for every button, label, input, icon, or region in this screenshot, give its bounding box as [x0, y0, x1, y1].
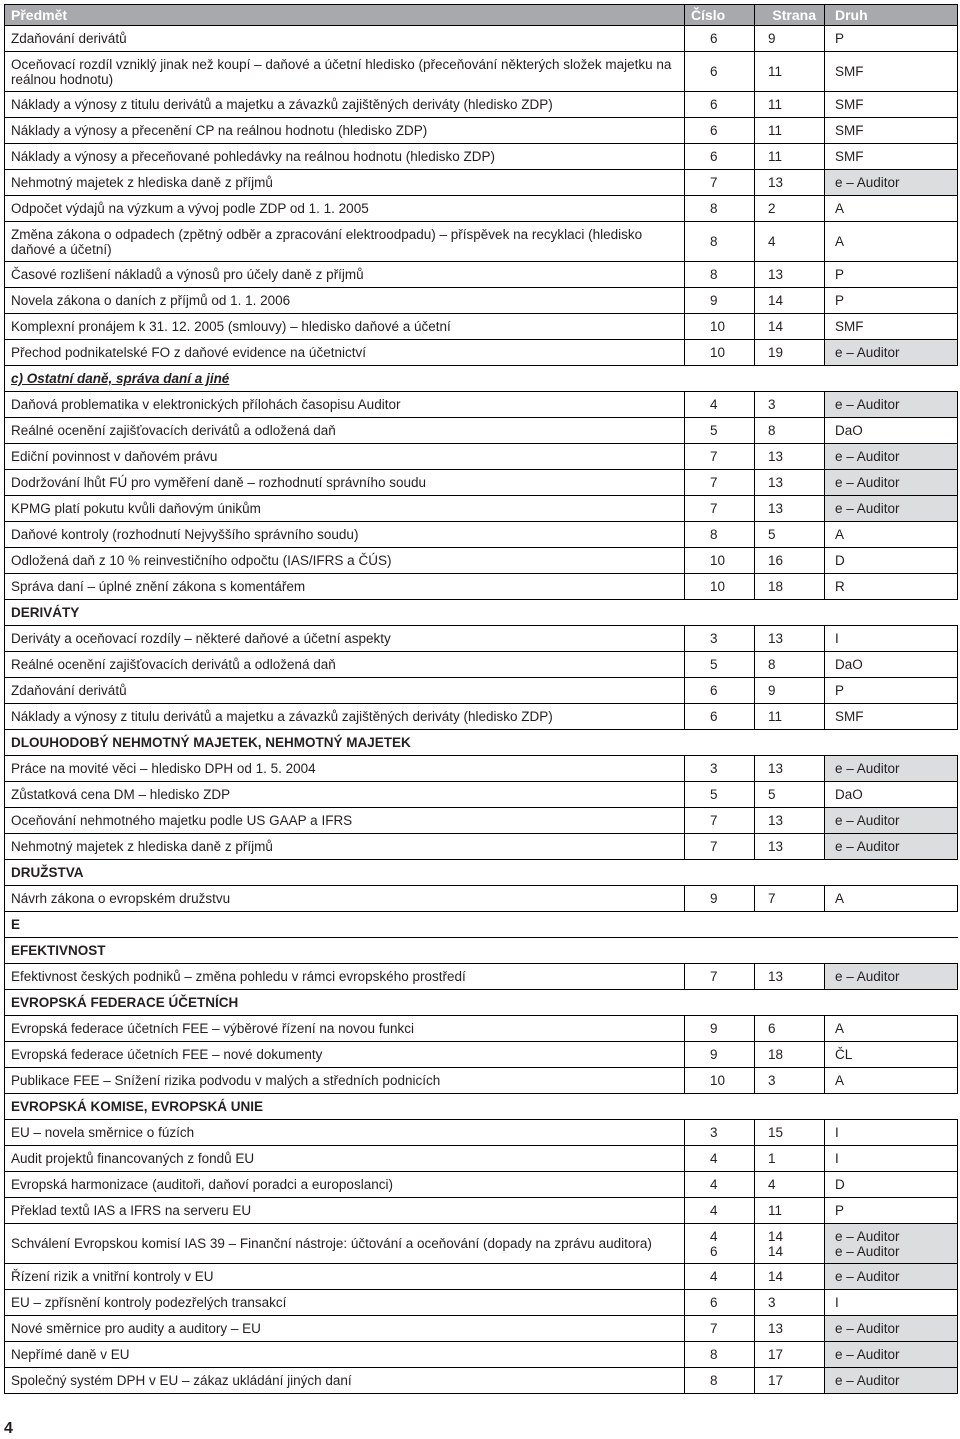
- number-cell: 4: [685, 1264, 755, 1290]
- number-cell: 6: [685, 26, 755, 52]
- section-heading-row: [5, 730, 958, 756]
- type-cell: e – Auditor: [825, 1316, 958, 1342]
- type-cell: e – Auditor: [825, 834, 958, 860]
- type-cell: P: [825, 262, 958, 288]
- subject-cell: Komplexní pronájem k 31. 12. 2005 (smlouvy) – hledisko daňové a účetní: [5, 314, 685, 340]
- type-cell: A: [825, 222, 958, 262]
- type-cell-line: e – Auditor: [835, 1228, 900, 1244]
- number-cell: [685, 1224, 755, 1264]
- number-cell: 8: [685, 262, 755, 288]
- subject-cell: Evropská federace účetních FEE – výběrové řízení na novou funkci: [5, 1016, 685, 1042]
- type-cell: e – Auditor: [825, 1368, 958, 1394]
- subject-cell: Náklady a výnosy z titulu derivátů a majetku a závazků zajištěných deriváty (hledisko ZDP): [5, 92, 685, 118]
- subject-cell: Deriváty a oceňovací rozdíly – některé daňové a účetní aspekty: [5, 626, 685, 652]
- header-number: Číslo: [685, 5, 755, 26]
- number-cell: 4: [685, 392, 755, 418]
- empty-cell: [825, 600, 958, 626]
- page-cell: 14: [755, 1264, 825, 1290]
- subject-cell: Časové rozlišení nákladů a výnosů pro účely daně z příjmů: [5, 262, 685, 288]
- page-number: 4: [4, 1420, 13, 1437]
- page-cell: 3: [755, 1068, 825, 1094]
- number-cell: 5: [685, 418, 755, 444]
- type-cell: e – Auditor: [825, 808, 958, 834]
- table-row: [5, 1198, 958, 1224]
- number-cell: 7: [685, 964, 755, 990]
- section-heading: E: [5, 912, 685, 938]
- table-row: [5, 1264, 958, 1290]
- subject-cell: Odpočet výdajů na výzkum a vývoj podle ZDP od 1. 1. 2005: [5, 196, 685, 222]
- number-cell: 9: [685, 288, 755, 314]
- table-row: [5, 26, 958, 52]
- table-row: [5, 118, 958, 144]
- number-cell: 7: [685, 1316, 755, 1342]
- empty-cell: [825, 938, 958, 964]
- number-cell: 7: [685, 496, 755, 522]
- table-row: [5, 392, 958, 418]
- subject-cell: Zdaňování derivátů: [5, 678, 685, 704]
- type-cell: e – Auditor: [825, 756, 958, 782]
- section-heading: DERIVÁTY: [5, 600, 685, 626]
- type-cell: e – Auditor: [825, 1342, 958, 1368]
- page-cell: 9: [755, 678, 825, 704]
- type-cell: e – Auditor: [825, 470, 958, 496]
- page-cell: 18: [755, 1042, 825, 1068]
- page-cell: [755, 1224, 825, 1264]
- table-row: [5, 678, 958, 704]
- table-row: [5, 314, 958, 340]
- empty-cell: [685, 912, 755, 938]
- table-row: [5, 886, 958, 912]
- type-cell: I: [825, 1290, 958, 1316]
- table-row: [5, 262, 958, 288]
- number-cell: 5: [685, 782, 755, 808]
- table-row: [5, 52, 958, 92]
- subject-cell: Překlad textů IAS a IFRS na serveru EU: [5, 1198, 685, 1224]
- empty-cell: [685, 366, 755, 392]
- subject-cell: Odložená daň z 10 % reinvestičního odpočtu (IAS/IFRS a ČÚS): [5, 548, 685, 574]
- number-cell: 3: [685, 756, 755, 782]
- subject-cell: KPMG platí pokutu kvůli daňovým únikům: [5, 496, 685, 522]
- table-row: [5, 288, 958, 314]
- page-cell: 11: [755, 118, 825, 144]
- page-cell-line: 14: [768, 1228, 784, 1244]
- section-heading: EVROPSKÁ KOMISE, EVROPSKÁ UNIE: [5, 1094, 685, 1120]
- type-cell: e – Auditor: [825, 964, 958, 990]
- table-row: [5, 522, 958, 548]
- type-cell: e – Auditor: [825, 340, 958, 366]
- empty-cell: [755, 600, 825, 626]
- table-row: [5, 470, 958, 496]
- type-cell: e – Auditor: [825, 444, 958, 470]
- subject-cell: Náklady a výnosy a přeceňované pohledávky na reálnou hodnotu (hledisko ZDP): [5, 144, 685, 170]
- subject-cell: Nehmotný majetek z hlediska daně z příjmů: [5, 834, 685, 860]
- table-row: [5, 496, 958, 522]
- number-cell: 5: [685, 652, 755, 678]
- table-row: [5, 808, 958, 834]
- type-cell: R: [825, 574, 958, 600]
- number-cell: 8: [685, 1368, 755, 1394]
- subject-cell: Evropská federace účetních FEE – nové dokumenty: [5, 1042, 685, 1068]
- empty-cell: [825, 730, 958, 756]
- page-cell: 5: [755, 522, 825, 548]
- subject-cell: Řízení rizik a vnitřní kontroly v EU: [5, 1264, 685, 1290]
- page-cell: 11: [755, 52, 825, 92]
- table-row: [5, 834, 958, 860]
- empty-cell: [685, 938, 755, 964]
- empty-cell: [685, 1094, 755, 1120]
- number-cell: 3: [685, 626, 755, 652]
- number-cell: 6: [685, 144, 755, 170]
- table-row: [5, 1146, 958, 1172]
- subject-cell: Daňová problematika v elektronických přílohách časopisu Auditor: [5, 392, 685, 418]
- number-cell: 9: [685, 1042, 755, 1068]
- subject-cell: Nehmotný majetek z hlediska daně z příjmů: [5, 170, 685, 196]
- table-row: [5, 652, 958, 678]
- number-cell: 6: [685, 1290, 755, 1316]
- empty-cell: [685, 600, 755, 626]
- section-heading: EFEKTIVNOST: [5, 938, 685, 964]
- subject-cell: Audit projektů financovaných z fondů EU: [5, 1146, 685, 1172]
- table-row: [5, 756, 958, 782]
- subject-cell: Oceňovací rozdíl vzniklý jinak než koupí – daňové a účetní hledisko (přeceňování některých složek majetku na reálnou hodnotu): [5, 52, 685, 92]
- page-cell: 11: [755, 1198, 825, 1224]
- page-cell: 13: [755, 470, 825, 496]
- header-page: Strana: [755, 5, 825, 26]
- page-cell: 13: [755, 496, 825, 522]
- page-cell: 13: [755, 262, 825, 288]
- table-row: [5, 1290, 958, 1316]
- table-row: [5, 340, 958, 366]
- type-cell: e – Auditor: [825, 392, 958, 418]
- type-cell: P: [825, 1198, 958, 1224]
- number-cell: 10: [685, 340, 755, 366]
- empty-cell: [825, 860, 958, 886]
- subject-cell: Zdaňování derivátů: [5, 26, 685, 52]
- type-cell: I: [825, 626, 958, 652]
- empty-cell: [825, 1094, 958, 1120]
- empty-cell: [825, 912, 958, 938]
- empty-cell: [755, 730, 825, 756]
- subject-cell: Dodržování lhůt FÚ pro vyměření daně – rozhodnutí správního soudu: [5, 470, 685, 496]
- type-cell: SMF: [825, 144, 958, 170]
- number-cell: 7: [685, 170, 755, 196]
- type-cell-line: e – Auditor: [835, 1243, 900, 1259]
- page-cell: 13: [755, 444, 825, 470]
- page-cell: 18: [755, 574, 825, 600]
- number-cell: 10: [685, 548, 755, 574]
- type-cell: [825, 1224, 958, 1264]
- section-heading: DLOUHODOBÝ NEHMOTNÝ MAJETEK, NEHMOTNÝ MAJETEK: [5, 730, 685, 756]
- page-cell: 13: [755, 808, 825, 834]
- subject-cell: Reálné ocenění zajišťovacích derivátů a odložená daň: [5, 652, 685, 678]
- header-type: Druh: [825, 5, 958, 26]
- table-row: [5, 704, 958, 730]
- page-cell: 3: [755, 1290, 825, 1316]
- empty-cell: [825, 990, 958, 1016]
- subject-cell: EU – zpřísnění kontroly podezřelých transakcí: [5, 1290, 685, 1316]
- index-table: [4, 4, 958, 1394]
- number-cell: 9: [685, 1016, 755, 1042]
- type-cell: A: [825, 1068, 958, 1094]
- empty-cell: [755, 860, 825, 886]
- page-cell: 9: [755, 26, 825, 52]
- type-cell: SMF: [825, 92, 958, 118]
- number-cell-line: 6: [710, 1243, 718, 1259]
- page-cell: 13: [755, 1316, 825, 1342]
- type-cell: SMF: [825, 118, 958, 144]
- type-cell: DaO: [825, 782, 958, 808]
- page-cell: 2: [755, 196, 825, 222]
- type-cell: e – Auditor: [825, 496, 958, 522]
- table-row: [5, 626, 958, 652]
- number-cell: 8: [685, 522, 755, 548]
- header-subject: Předmět: [5, 5, 685, 26]
- section-heading-row: [5, 600, 958, 626]
- empty-cell: [755, 912, 825, 938]
- table-row: [5, 1172, 958, 1198]
- empty-cell: [755, 938, 825, 964]
- page-cell: 11: [755, 92, 825, 118]
- subject-cell: Efektivnost českých podniků – změna pohledu v rámci evropského prostředí: [5, 964, 685, 990]
- section-heading-row: [5, 1094, 958, 1120]
- number-cell: 4: [685, 1146, 755, 1172]
- type-cell: SMF: [825, 52, 958, 92]
- table-row: [5, 574, 958, 600]
- page-cell: 11: [755, 704, 825, 730]
- section-heading: c) Ostatní daně, správa daní a jiné: [5, 366, 685, 392]
- table-row: [5, 1316, 958, 1342]
- page-cell: 6: [755, 1016, 825, 1042]
- table-row: [5, 418, 958, 444]
- table-row: [5, 1068, 958, 1094]
- table-row: [5, 1016, 958, 1042]
- page-cell: 1: [755, 1146, 825, 1172]
- type-cell: D: [825, 548, 958, 574]
- type-cell: P: [825, 678, 958, 704]
- number-cell: 7: [685, 444, 755, 470]
- type-cell: I: [825, 1120, 958, 1146]
- empty-cell: [755, 366, 825, 392]
- page-cell: 16: [755, 548, 825, 574]
- number-cell: 10: [685, 574, 755, 600]
- subject-cell: Schválení Evropskou komisí IAS 39 – Finanční nástroje: účtování a oceňování (dopady na zprávu auditora): [5, 1224, 685, 1264]
- table-row: [5, 196, 958, 222]
- number-cell: 9: [685, 886, 755, 912]
- subject-cell: Změna zákona o odpadech (zpětný odběr a zpracování elektroodpadu) – příspěvek na recyklaci (hledisko daňové a účetní): [5, 222, 685, 262]
- subject-cell: Náklady a výnosy z titulu derivátů a majetku a závazků zajištěných deriváty (hledisko ZDP): [5, 704, 685, 730]
- page-cell: 13: [755, 834, 825, 860]
- type-cell: e – Auditor: [825, 1264, 958, 1290]
- type-cell: ČL: [825, 1042, 958, 1068]
- type-cell: A: [825, 196, 958, 222]
- table-body: [5, 26, 958, 1394]
- page-cell: 14: [755, 314, 825, 340]
- subject-cell: Nepřímé daně v EU: [5, 1342, 685, 1368]
- number-cell: 10: [685, 314, 755, 340]
- subject-cell: Zůstatková cena DM – hledisko ZDP: [5, 782, 685, 808]
- section-heading-row: [5, 860, 958, 886]
- table-row: [5, 964, 958, 990]
- table-row: [5, 1042, 958, 1068]
- number-cell: 6: [685, 92, 755, 118]
- type-cell: P: [825, 26, 958, 52]
- subsection-heading-row: [5, 366, 958, 392]
- type-cell: D: [825, 1172, 958, 1198]
- page-cell: 8: [755, 652, 825, 678]
- page-cell: 14: [755, 288, 825, 314]
- subject-cell: Práce na movité věci – hledisko DPH od 1. 5. 2004: [5, 756, 685, 782]
- subject-cell: Správa daní – úplné znění zákona s komentářem: [5, 574, 685, 600]
- subject-cell: EU – novela směrnice o fúzích: [5, 1120, 685, 1146]
- page-cell: 11: [755, 144, 825, 170]
- empty-cell: [685, 860, 755, 886]
- page-cell: 4: [755, 1172, 825, 1198]
- table-row: [5, 92, 958, 118]
- subject-cell: Novela zákona o daních z příjmů od 1. 1. 2006: [5, 288, 685, 314]
- number-cell: 4: [685, 1172, 755, 1198]
- page-cell-line: 14: [768, 1243, 784, 1259]
- number-cell: 3: [685, 1120, 755, 1146]
- number-cell: 4: [685, 1198, 755, 1224]
- page-cell: 4: [755, 222, 825, 262]
- type-cell: SMF: [825, 704, 958, 730]
- page-cell: 17: [755, 1368, 825, 1394]
- subject-cell: Přechod podnikatelské FO z daňové evidence na účetnictví: [5, 340, 685, 366]
- section-heading-row: [5, 912, 958, 938]
- table-row: [5, 170, 958, 196]
- empty-cell: [685, 730, 755, 756]
- table-row: [5, 1342, 958, 1368]
- number-cell-line: 4: [710, 1228, 718, 1244]
- page-cell: 17: [755, 1342, 825, 1368]
- table-row: [5, 548, 958, 574]
- section-heading: EVROPSKÁ FEDERACE ÚČETNÍCH: [5, 990, 685, 1016]
- empty-cell: [755, 1094, 825, 1120]
- empty-cell: [685, 990, 755, 1016]
- empty-cell: [755, 990, 825, 1016]
- table-row: [5, 144, 958, 170]
- page-cell: 15: [755, 1120, 825, 1146]
- number-cell: 6: [685, 52, 755, 92]
- number-cell: 6: [685, 704, 755, 730]
- type-cell: DaO: [825, 418, 958, 444]
- number-cell: 6: [685, 118, 755, 144]
- section-heading-row: [5, 990, 958, 1016]
- subject-cell: Nové směrnice pro audity a auditory – EU: [5, 1316, 685, 1342]
- subject-cell: Evropská harmonizace (auditoři, daňoví poradci a europoslanci): [5, 1172, 685, 1198]
- subject-cell: Ediční povinnost v daňovém právu: [5, 444, 685, 470]
- page-cell: 13: [755, 626, 825, 652]
- number-cell: 10: [685, 1068, 755, 1094]
- table-row: [5, 222, 958, 262]
- subject-cell: Oceňování nehmotného majetku podle US GAAP a IFRS: [5, 808, 685, 834]
- page-cell: 19: [755, 340, 825, 366]
- section-heading-row: [5, 938, 958, 964]
- type-cell: A: [825, 886, 958, 912]
- page-cell: 8: [755, 418, 825, 444]
- subject-cell: Návrh zákona o evropském družstvu: [5, 886, 685, 912]
- subject-cell: Publikace FEE – Snížení rizika podvodu v malých a středních podnicích: [5, 1068, 685, 1094]
- subject-cell: Reálné ocenění zajišťovacích derivátů a odložená daň: [5, 418, 685, 444]
- number-cell: 7: [685, 470, 755, 496]
- page-cell: 13: [755, 964, 825, 990]
- type-cell: SMF: [825, 314, 958, 340]
- number-cell: 8: [685, 222, 755, 262]
- type-cell: DaO: [825, 652, 958, 678]
- page-cell: 7: [755, 886, 825, 912]
- table-row: [5, 782, 958, 808]
- subject-cell: Náklady a výnosy a přecenění CP na reálnou hodnotu (hledisko ZDP): [5, 118, 685, 144]
- page-cell: 13: [755, 170, 825, 196]
- number-cell: 6: [685, 678, 755, 704]
- subject-cell: Daňové kontroly (rozhodnutí Nejvyššího správního soudu): [5, 522, 685, 548]
- page-cell: 13: [755, 756, 825, 782]
- table-header: [5, 5, 958, 26]
- number-cell: 8: [685, 1342, 755, 1368]
- table-row: [5, 444, 958, 470]
- number-cell: 8: [685, 196, 755, 222]
- type-cell: P: [825, 288, 958, 314]
- type-cell: I: [825, 1146, 958, 1172]
- number-cell: 7: [685, 834, 755, 860]
- empty-cell: [825, 366, 958, 392]
- table-row: [5, 1120, 958, 1146]
- page-cell: 3: [755, 392, 825, 418]
- table-row: [5, 1368, 958, 1394]
- type-cell: A: [825, 522, 958, 548]
- page-cell: 5: [755, 782, 825, 808]
- number-cell: 7: [685, 808, 755, 834]
- section-heading: DRUŽSTVA: [5, 860, 685, 886]
- type-cell: A: [825, 1016, 958, 1042]
- type-cell: e – Auditor: [825, 170, 958, 196]
- table-row: [5, 1224, 958, 1264]
- subject-cell: Společný systém DPH v EU – zákaz ukládání jiných daní: [5, 1368, 685, 1394]
